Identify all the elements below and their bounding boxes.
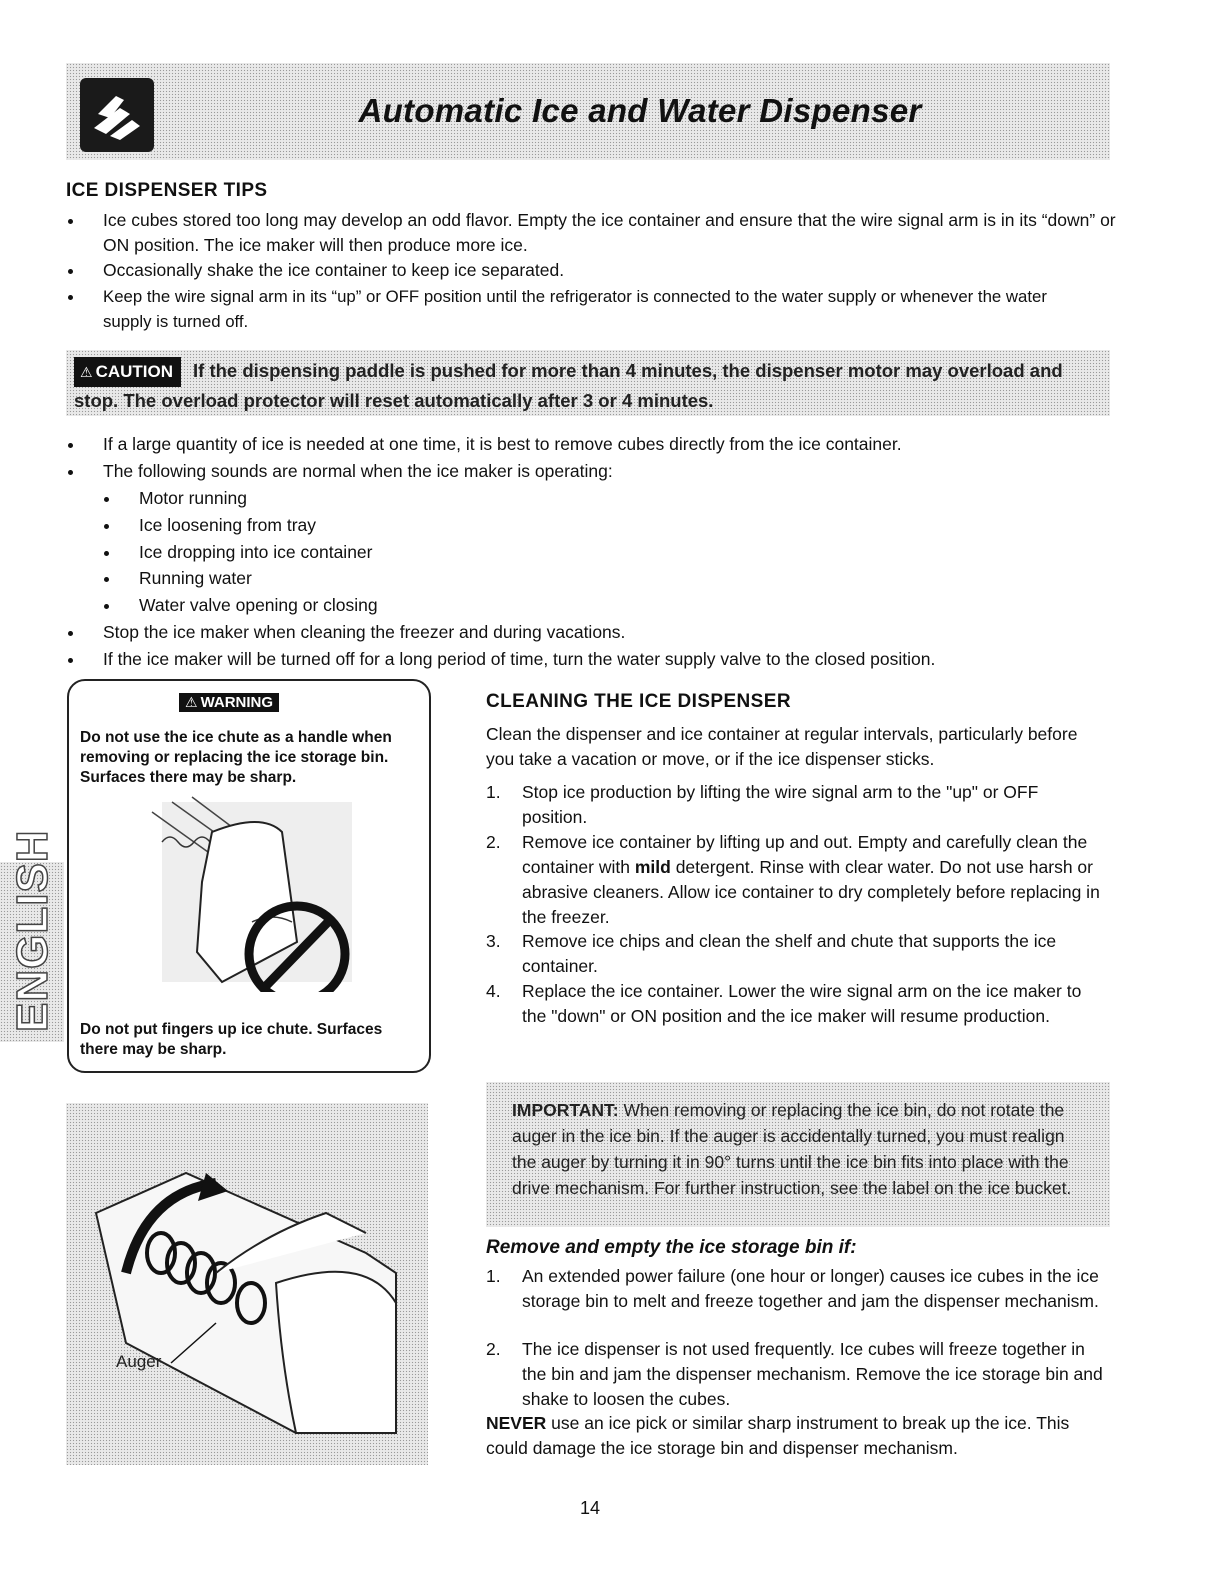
page-number: 14 [579,1498,601,1518]
bullet-icon [68,658,73,663]
step-text: Stop ice production by lifting the wire signal arm to the "up" or OFF position. [522,782,1039,827]
language-tab-label: ENGLISH [8,829,57,1032]
auger-label: Auger [116,1352,162,1371]
sound-text: Water valve opening or closing [139,595,378,615]
step-text: Replace the ice container. Lower the wire signal arm on the ice maker to the "down" or ON position and the ice maker will resume production. [522,981,1082,1026]
list-item [66,208,1116,258]
step-number: 1. [486,1266,501,1286]
bullet-icon [68,631,73,636]
warning-top-text: Do not use the ice chute as a handle when removing or replacing the ice storage bin. Surfaces there may be sharp. [80,729,392,786]
bullet-icon [68,269,73,274]
warning-badge: ⚠ WARNING [179,693,291,712]
sound-text: Ice loosening from tray [139,515,317,535]
list-item [102,513,702,538]
caution-message [74,357,1104,414]
step-text: An extended power failure (one hour or longer) causes ice cubes in the ice storage bin to melt and freeze together and jam the dispenser mechanism. [522,1266,1099,1311]
sound-text: Motor running [139,488,247,508]
list-item [66,459,1116,484]
bullet-icon [68,295,73,300]
bullet-icon [104,524,109,529]
warning-triangle-icon: ⚠ [185,694,198,710]
list-item [102,566,702,591]
never-note [486,1411,1110,1461]
step-number: 3. [486,931,501,951]
bullet-icon [68,219,73,224]
step-text: Remove ice container by lifting up and out. Empty and carefully clean the container with mild detergent. Rinse with clear water. Do not use harsh or abrasive cleaners. Allow ice container to dry completely before replacing in the freezer. [522,832,1100,927]
auger-illustration [66,1103,428,1465]
important-text: When removing or replacing the ice bin, do not rotate the auger in the ice bin. If the auger is accidentally turned, you must realign the auger by turning it in 90° turns until the ice bin fits into place with the drive mechanism. For further instruction, see the label on the ice bucket. [512,1100,1072,1198]
tips-heading: ICE DISPENSER TIPS [66,180,268,201]
list-item [66,284,1096,334]
cleaning-intro: Clean the dispenser and ice container at regular intervals, particularly before you take a vacation or move, or if the ice dispenser sticks. [486,724,1078,769]
tip-text: If a large quantity of ice is needed at one time, it is best to remove cubes directly from the ice container. [103,434,902,454]
caution-text: If the dispensing paddle is pushed for more than 4 minutes, the dispenser motor may overload and stop. The overload protector will reset automatically after 3 or 4 minutes. [74,360,1063,411]
list-item [102,486,702,511]
tip-text: Keep the wire signal arm in its “up” or OFF position until the refrigerator is connected to the water supply or whenever the water supply is turned off. [103,287,1047,331]
tip-text: The following sounds are normal when the ice maker is operating: [103,461,613,481]
never-label: NEVER [486,1413,547,1433]
list-item [102,540,702,565]
step-number: 2. [486,832,501,852]
list-item [66,647,1116,672]
sound-text: Ice dropping into ice container [139,542,373,562]
bullet-icon [68,443,73,448]
important-label: IMPORTANT: [512,1100,619,1120]
list-item [66,432,1116,457]
emphasis-text: mild [634,857,671,877]
bullet-icon [104,577,109,582]
important-note [512,1097,1092,1201]
cleaning-heading: CLEANING THE ICE DISPENSER [486,691,791,712]
never-text: use an ice pick or similar sharp instrument to break up the ice. This could damage the ice storage bin and dispenser mechanism. [486,1413,1070,1458]
sound-text: Running water [139,568,252,588]
list-item [102,593,702,618]
tip-text: If the ice maker will be turned off for a long period of time, turn the water supply valve to the closed position. [103,649,936,669]
remove-heading: Remove and empty the ice storage bin if: [486,1237,857,1258]
tip-text: Stop the ice maker when cleaning the freezer and during vacations. [103,622,626,642]
ice-chute-illustration [132,792,362,992]
step-number: 2. [486,1339,501,1359]
step-number: 4. [486,981,501,1001]
list-item [66,258,1116,283]
ice-cubes-icon [80,78,154,152]
bullet-icon [68,470,73,475]
step-text: Remove ice chips and clean the shelf and chute that supports the ice container. [522,931,1057,976]
caution-badge: ⚠ CAUTION [74,357,181,387]
step-text: The ice dispenser is not used frequently. Ice cubes will freeze together in the bin and jam the dispenser mechanism. Remove the ice storage bin and shake to loosen the cubes. [522,1339,1103,1409]
bullet-icon [104,604,109,609]
tip-text: Ice cubes stored too long may develop an odd flavor. Empty the ice container and ensure that the wire signal arm is in its “down” or ON position. The ice maker will then produce more ice. [103,210,1116,255]
warning-bottom-text: Do not put fingers up ice chute. Surfaces there may be sharp. [80,1021,383,1058]
list-item [66,620,1116,645]
page-title: Automatic Ice and Water Dispenser [358,92,922,129]
step-number: 1. [486,782,501,802]
bullet-icon [104,497,109,502]
tip-text: Occasionally shake the ice container to keep ice separated. [103,260,565,280]
bullet-icon [104,551,109,556]
language-tab [0,829,64,1042]
warning-triangle-icon: ⚠ [80,364,93,380]
